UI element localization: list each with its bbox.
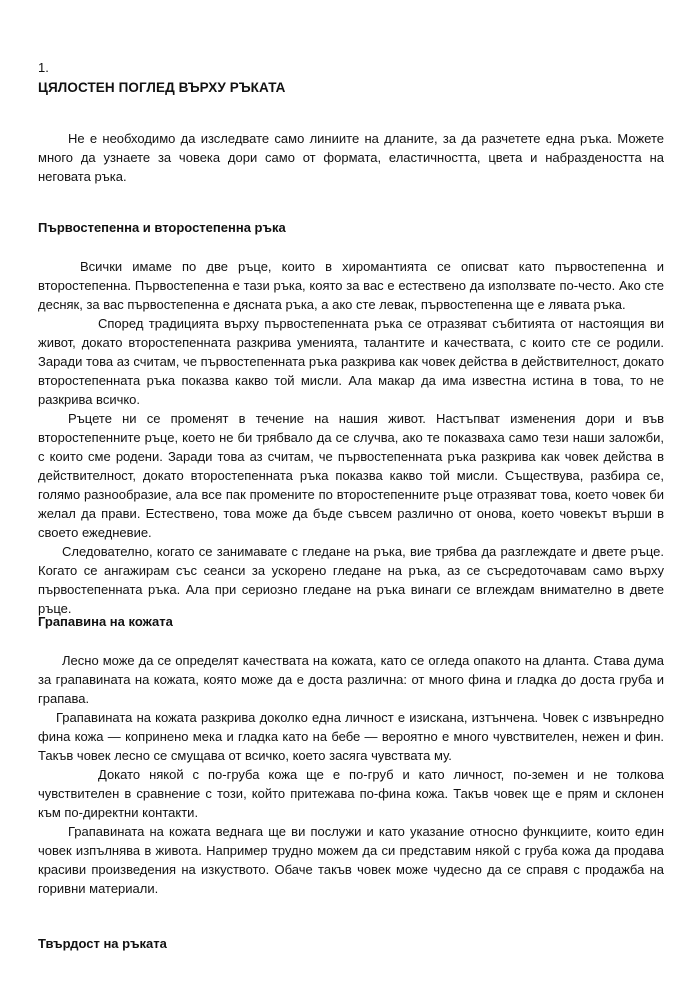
section1-paragraph-1: Всички имаме по две ръце, които в хиромантията се описват като първостепенна и второстепенна. Първостепенна е тази ръка, която за вас е естествено да използвате по-често. Ако сте десняк, за вас първостепенна е дясната ръка, а ако сте левак, първостепенна ще е лявата ръка. — [38, 259, 664, 312]
section2-paragraph-3: Докато някой с по-груба кожа ще е по-груб и като личност, по-земен и не толкова чувствителен в сравнение с този, който притежава по-фина кожа. Такъв човек ще е прям и склонен към по-директни контакти. — [38, 767, 664, 820]
section2-paragraph-1: Лесно може да се определят качествата на кожата, като се огледа опакото на дланта. Става дума за грапавината на кожата, която може да е доста различна: от много фина и гладка до доста груба и грапава. — [38, 653, 664, 706]
section-heading-hand-firmness: Твърдост на ръката — [38, 936, 167, 951]
section-heading-primary-secondary-hand: Първостепенна и второстепенна ръка — [38, 220, 286, 235]
section2-paragraph-4: Грапавината на кожата веднага ще ви послужи и като указание относно функциите, които един човек изпълнява в живота. Например трудно можем да си представим някой с груба кожа да продава красиви произведения на изкуството. Обаче такъв човек може чудесно да се справя с продажба на горивни материали. — [38, 824, 664, 896]
section1-paragraph-4: Следователно, когато се занимавате с гледане на ръка, вие трябва да разглеждате и двете ръце. Когато се ангажирам със сеанси за ускорено гледане на ръка, аз се съсредоточавам само върху първостепенната ръка. Ала при сериозно гледане на ръка винаги се вглеждам внимателно в двете ръце. — [38, 544, 664, 616]
section2-body — [38, 651, 664, 898]
section-heading-skin-roughness: Грапавина на кожата — [38, 614, 173, 629]
section1-paragraph-3: Ръцете ни се променят в течение на нашия живот. Настъпват изменения дори и във второстепенните ръце, което не би трябвало да се случва, ако те показваха само тези наши заложби, с които сме родени. Заради това аз считам, че първостепенната ръка разкрива как човек действа в действителност, докато второстепенната ръка показва какво той мисли. Съществува, разбира се, голямо разнообразие, ала все пак промените по второстепенните ръце отразяват това, което човек би желал да прави. Естествено, това може да бъде съвсем различно от онова, което човекът върши в своето ежедневие. — [38, 411, 664, 540]
intro-block — [38, 129, 664, 186]
section1-paragraph-2: Според традицията върху първостепенната ръка се отразяват събитията от настоящия ви живот, докато второстепенната разкрива уменията, талантите и качествата, с които сте се родили. Заради това аз считам, че първостепенната ръка разкрива как човек действа в действителност, докато второстепенната ръка показва какво той мисли. Ала макар да има известна истина в това, то не разкрива всичко. — [38, 316, 664, 407]
intro-paragraph: Не е необходимо да изследвате само линиите на дланите, за да разчетете една ръка. Можете много да узнаете за човека дори само от формата, еластичността, цвета и набраздеността на неговата ръка. — [38, 131, 664, 184]
chapter-number: 1. — [38, 60, 49, 75]
section1-body — [38, 257, 664, 618]
section2-paragraph-2: Грапавината на кожата разкрива доколко една личност е изискана, изтънчена. Човек с извънредно фина кожа — копринено мека и гладка като на бебе — вероятно е много чувствителен, нежен и фин. Такъв човек лесно се смущава от всичко, което засяга чувствата му. — [38, 710, 664, 763]
chapter-title: ЦЯЛОСТЕН ПОГЛЕД ВЪРХУ РЪКАТА — [38, 80, 286, 95]
